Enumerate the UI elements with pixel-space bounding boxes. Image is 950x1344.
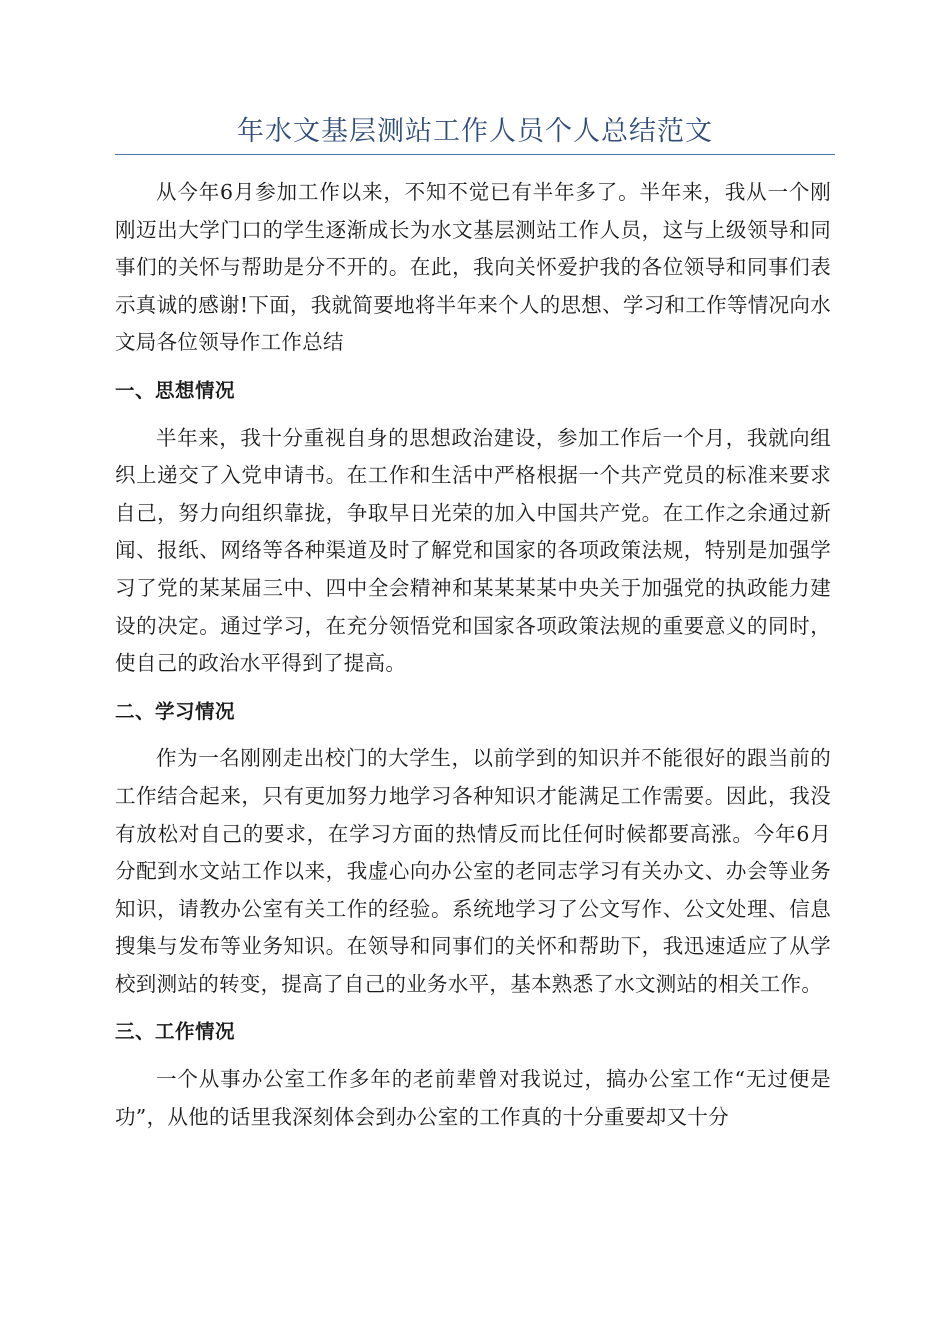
intro-paragraph: 从今年6月参加工作以来，不知不觉已有半年多了。半年来，我从一个刚刚迈出大学门口的学生逐渐成长为水文基层测站工作人员，这与上级领导和同事们的关怀与帮助是分不开的。在此，我向关怀爱护我的各位领导和同事们表示真诚的感谢!下面，我就简要地将半年来个人的思想、学习和工作等情况向水文局各位领导作工作总结 [115, 180, 831, 355]
section-body-thought: 半年来，我十分重视自身的思想政治建设，参加工作后一个月，我就向组织上递交了入党申请书。在工作和生活中严格根据一个共产党员的标准来要求自己，努力向组织靠拢，争取早日光荣的加入中国共产党。在工作之余通过新闻、报纸、网络等各种渠道及时了解党和国家的各项政策法规，特别是加强学习了党的某某届三中、四中全会精神和某某某某中央关于加强党的执政能力建设的决定。通过学习，在充分领悟党和国家各项政策法规的重要意义的同时，使自己的政治水平得到了提高。 [115, 425, 831, 676]
section-heading-thought: 一、思想情况 [115, 378, 236, 402]
section-heading-work: 三、工作情况 [115, 1020, 236, 1044]
section-body-work: 一个从事办公室工作多年的老前辈曾对我说过，搞办公室工作“无过便是功”，从他的话里我深刻体会到办公室的工作真的十分重要却又十分 [115, 1067, 831, 1129]
section-heading-study: 二、学习情况 [115, 699, 236, 723]
section-body-study: 作为一名刚刚走出校门的大学生，以前学到的知识并不能很好的跟当前的工作结合起来，只有更加努力地学习各种知识才能满足工作需要。因此，我没有放松对自己的要求，在学习方面的热情反而比任何时候都要高涨。今年6月分配到水文站工作以来，我虚心向办公室的老同志学习有关办文、办会等业务知识，请教办公室有关工作的经验。系统地学习了公文写作、公文处理、信息搜集与发布等业务知识。在领导和同事们的关怀和帮助下，我迅速适应了从学校到测站的转变，提高了自己的业务水平，基本熟悉了水文测站的相关工作。 [115, 746, 831, 996]
document-body [115, 174, 831, 1146]
title-underline [115, 154, 835, 155]
document-title: 年水文基层测站工作人员个人总结范文 [237, 116, 713, 147]
